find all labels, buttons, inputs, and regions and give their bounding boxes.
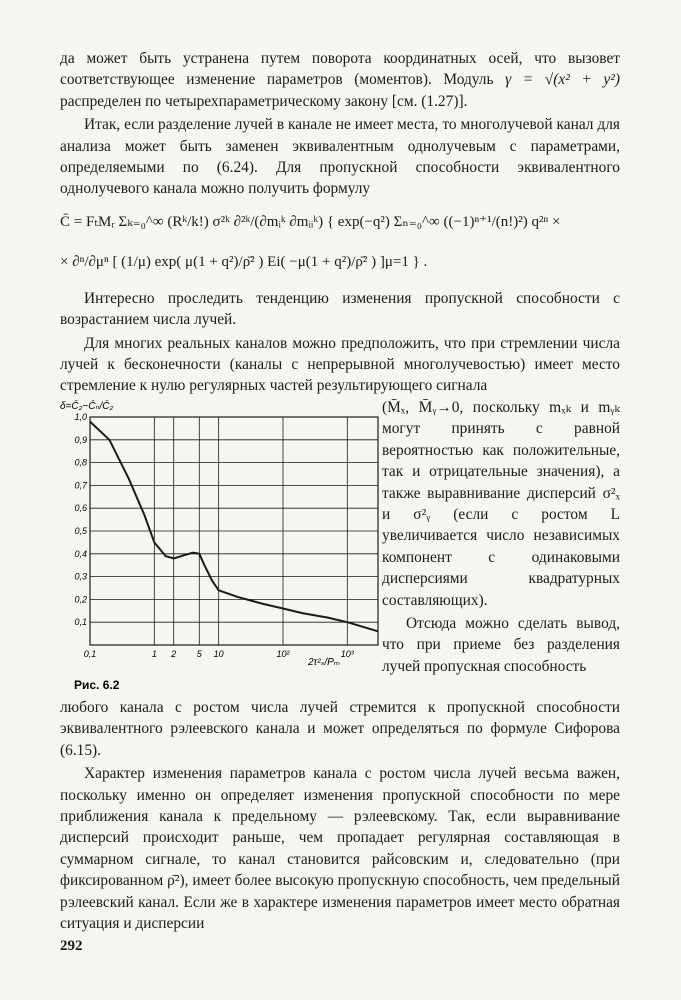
y-tick-label: 0,4 bbox=[74, 548, 87, 559]
x-tick-label: 10³ bbox=[340, 648, 354, 659]
chart-grid bbox=[90, 417, 378, 645]
x-tick-label: 10² bbox=[276, 648, 290, 659]
page-number: 292 bbox=[60, 938, 83, 955]
figure-block bbox=[60, 397, 620, 697]
gamma-formula: γ = √(x² + y²) bbox=[505, 71, 620, 89]
y-tick-label: 0,8 bbox=[74, 457, 87, 468]
y-tick-label: 0,6 bbox=[74, 503, 87, 514]
paragraph-1-text-b: распределен по четырехпараметрическому закону [см. (1.27)]. bbox=[60, 92, 468, 110]
x-tick-label: 10 bbox=[213, 648, 224, 659]
chart-xlabel: 2τ²ₛ/Pₘ bbox=[308, 656, 341, 668]
paragraph-1 bbox=[60, 48, 620, 112]
paragraph-3: Интересно проследить тенденцию изменения пропускной способности с возрастанием числа лучей. bbox=[60, 289, 620, 329]
paragraph-4-side: (M̄ₓ, M̄ᵧ→0, поскольку mₓₖ и mᵧₖ могут принять с равной вероятностью как положительные, так и отрицательные значения), а также выравнивание дисперсий σ²ₓ и σ²ᵧ (если с ростом L увеличивается число независимых компонент с одинаковыми дисперсиями квадратурных составляющих). bbox=[382, 398, 620, 609]
formula-line-1: C̄ = FₜMᵣ Σₖ₌₀^∞ (Rᵏ/k!) σ²ᵏ ∂²ᵏ/(∂mᵢᵏ ∂mᵢᵢᵏ) { exp(−q²) Σₙ₌₀^∞ ((−1)ⁿ⁺¹/(n!)²) q²ⁿ × bbox=[60, 213, 561, 230]
paragraph-2: Итак, если разделение лучей в канале не имеет места, то многолучевой канал для анализа может быть заменен эквивалентным однолучевым с параметрами, определяемыми по (6.24). Для пропускной способности эквивалентного однолучевого канала можно получить формулу bbox=[60, 116, 620, 198]
y-tick-label: 0,7 bbox=[74, 480, 87, 491]
y-tick-label: 0,3 bbox=[74, 571, 87, 582]
paragraph-5-continued: любого канала с ростом числа лучей стремится к пропускной способности эквивалентного рэлеевского канала и может определяться по формуле Сифорова (6.15). bbox=[60, 698, 620, 759]
x-tick-label: 5 bbox=[196, 648, 202, 659]
figure-side-text bbox=[382, 397, 620, 677]
figure-6-2-chart bbox=[60, 397, 380, 697]
figure-caption: Рис. 6.2 bbox=[74, 677, 120, 692]
chart-ylabel: δ=C̄₂−C̄ₙ/C̄₂ bbox=[60, 400, 114, 412]
x-tick-label: 1 bbox=[151, 648, 157, 659]
paragraph-4: Для многих реальных каналов можно предположить, что при стремлении числа лучей к бесконечности (каналы с непрерывной многолучевостью) имеет место стремление к нулю регулярных частей результирующего сигнала bbox=[60, 334, 620, 395]
y-tick-label: 0,5 bbox=[74, 525, 87, 536]
formula-line-2: × ∂ⁿ/∂μⁿ [ (1/μ) exp( μ(1 + q²)/ρ̄² ) Ei( −μ(1 + q²)/ρ̄² ) ]μ=1 } . bbox=[60, 253, 428, 270]
x-tick-label: 0,1 bbox=[83, 648, 97, 659]
x-tick-label: 2 bbox=[171, 648, 177, 659]
y-tick-label: 0,9 bbox=[74, 434, 87, 445]
y-tick-label: 0,2 bbox=[74, 594, 87, 605]
paragraph-6: Характер изменения параметров канала с ростом числа лучей весьма важен, поскольку именно он определяет изменения пропускной способности по мере приближения канала к предельному — рэлеевскому. Так, если выравнивание дисперсий происходит раньше, чем пропадает регулярная составляющая в суммарном сигнале, то канал становится райсовским и, следовательно (при фиксированном ρ̄²), имеет более высокую пропускную способность, чем предельный рэлеевский канал. Если же в характере изменения параметров имеет место обратная ситуация и дисперсии bbox=[60, 765, 620, 932]
paragraph-5-side: Отсюда можно сделать вывод, что при приеме без разделения лучей пропускная способность bbox=[382, 614, 620, 675]
page bbox=[60, 48, 620, 955]
capacity-formula bbox=[60, 200, 620, 288]
y-tick-label: 1,0 bbox=[74, 411, 87, 422]
y-tick-label: 0,1 bbox=[74, 617, 87, 628]
chart-series-line bbox=[90, 421, 378, 631]
paragraph-1-text-a: да может быть устранена путем поворота координатных осей, что вызовет соответствующее изменение параметров (моментов). Модуль bbox=[60, 50, 620, 89]
